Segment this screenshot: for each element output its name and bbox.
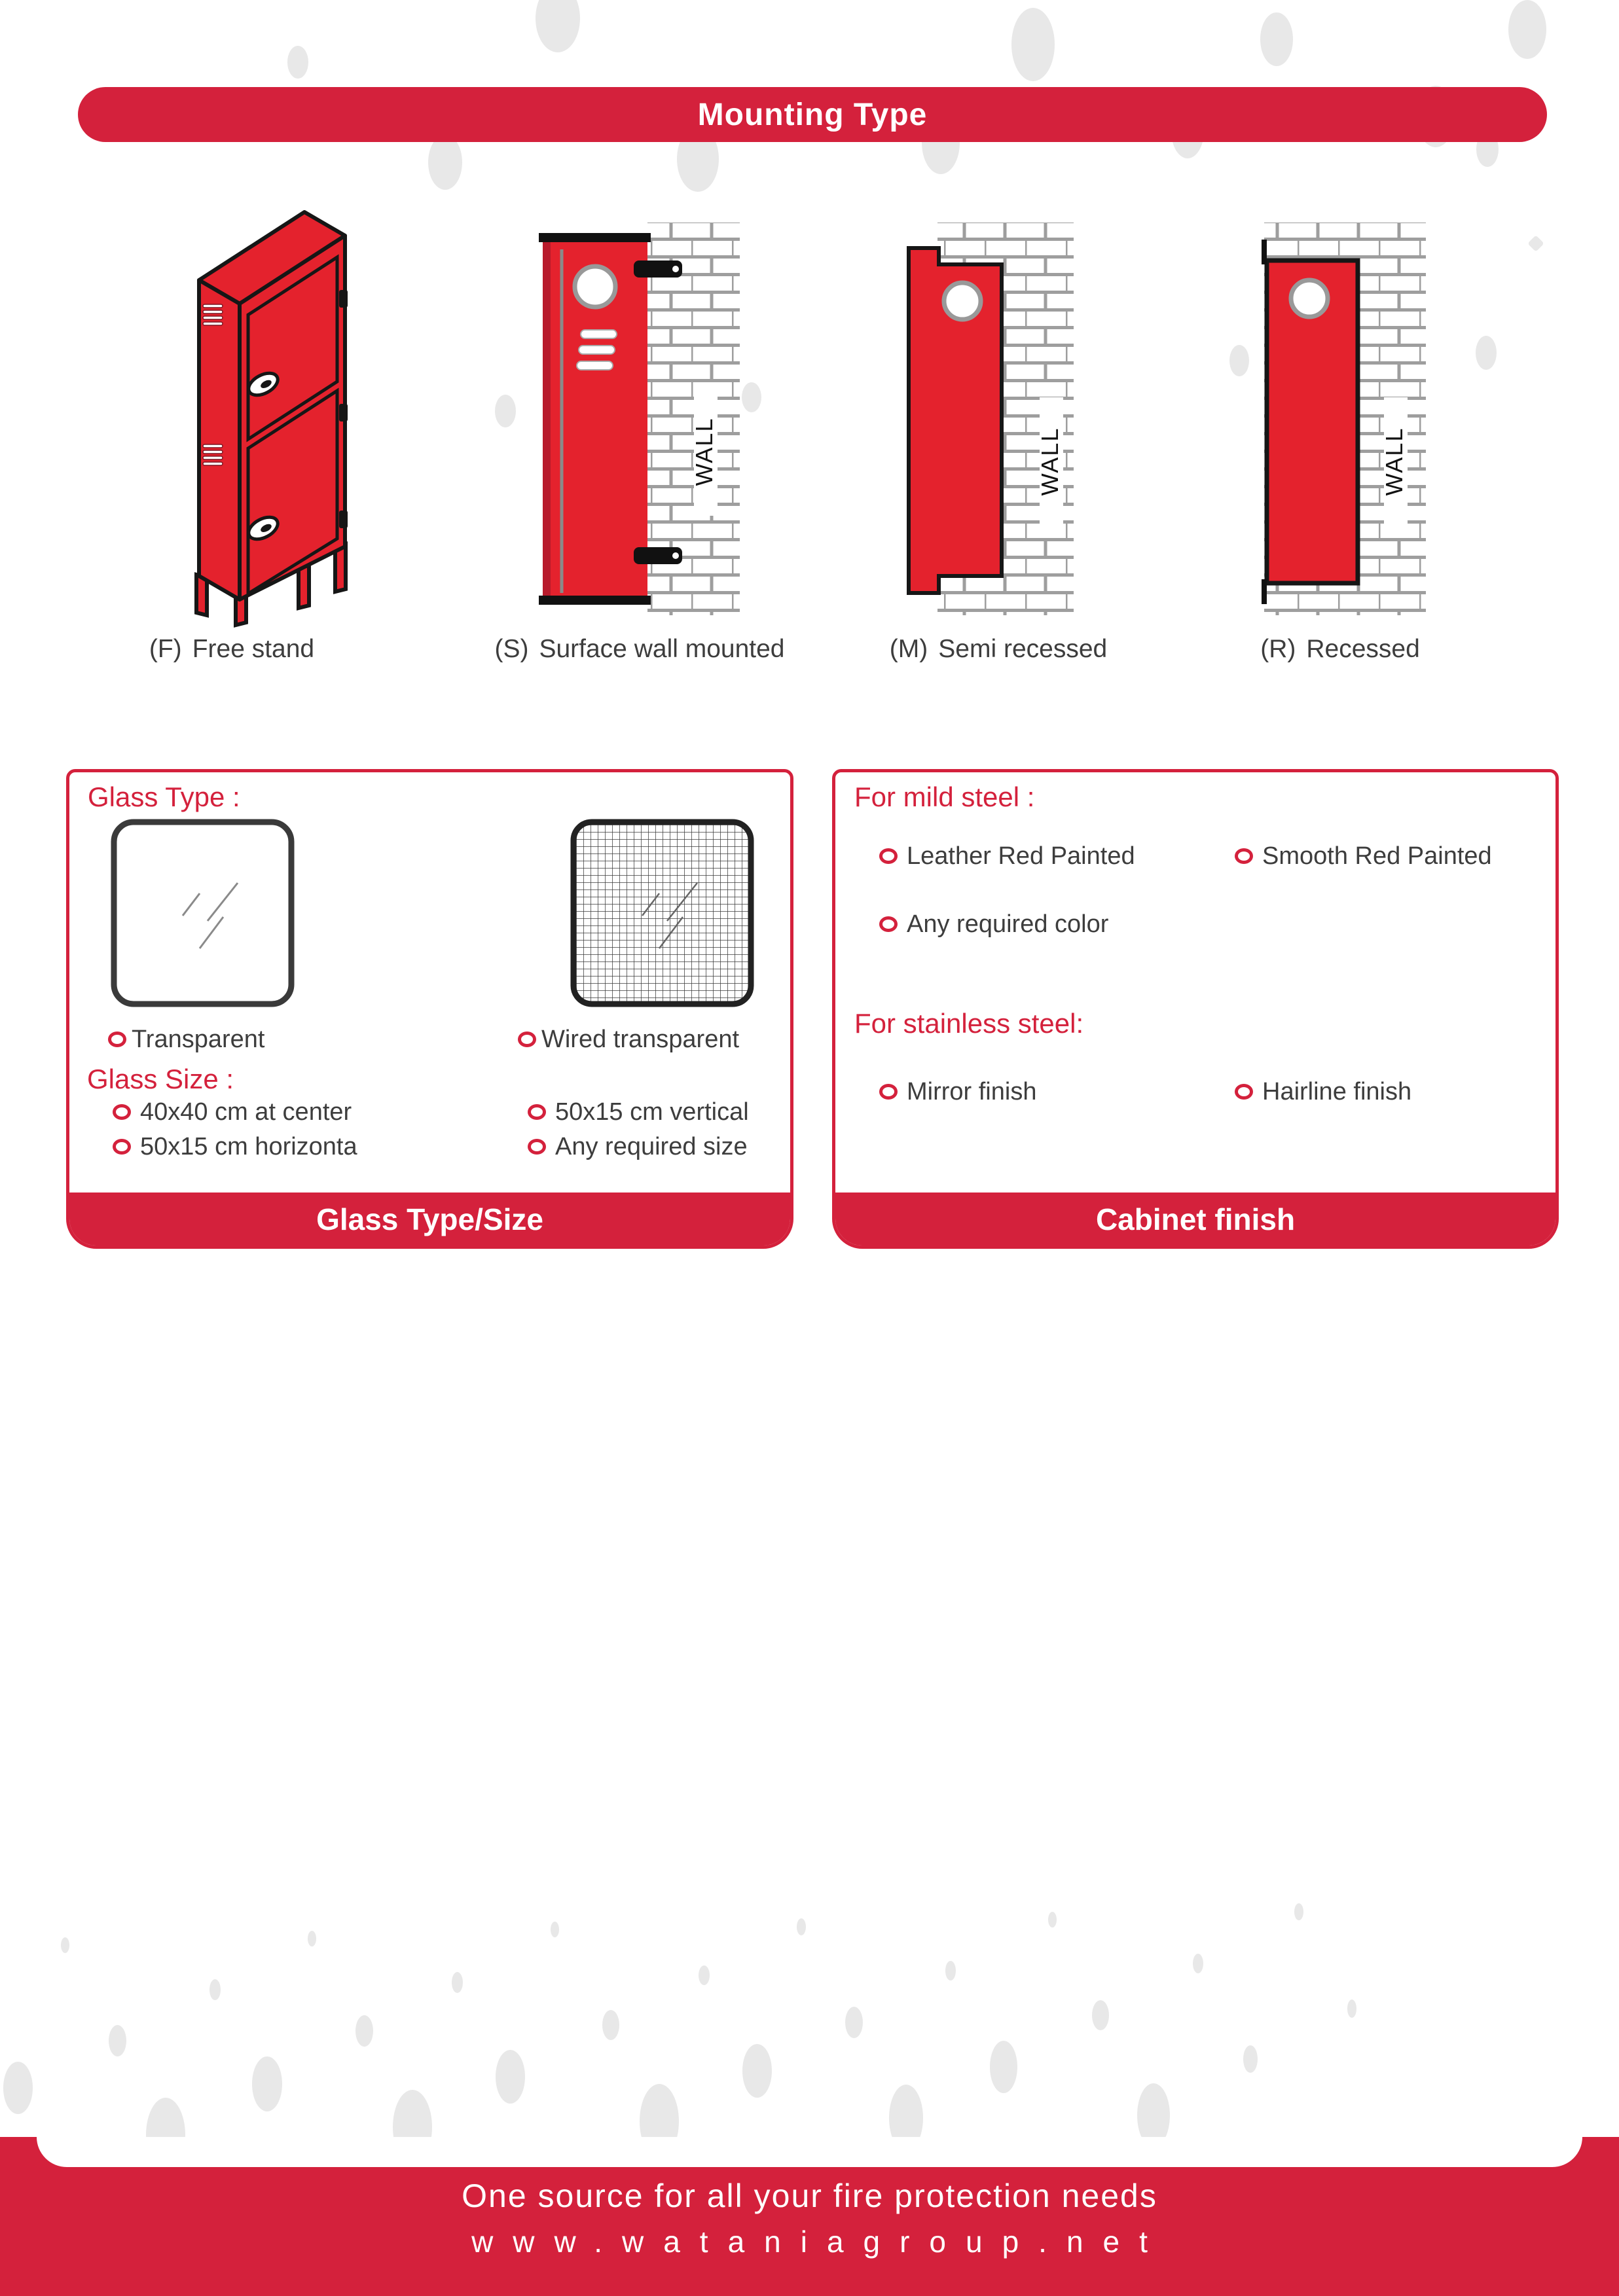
stainless-steel-heading: For stainless steel: bbox=[854, 1008, 1084, 1039]
semi-recessed-illustration bbox=[903, 220, 1080, 618]
recessed-illustration bbox=[1257, 220, 1434, 618]
finish-box-footer-bar bbox=[835, 1193, 1555, 1246]
decor-dot bbox=[1347, 2000, 1356, 2018]
wall-label: WALL bbox=[691, 417, 718, 486]
option-ring-icon bbox=[108, 1031, 126, 1047]
decor-dot bbox=[287, 46, 308, 79]
caption-code: (M) bbox=[889, 635, 928, 663]
glass-box-footer-label: Glass Type/Size bbox=[316, 1202, 543, 1236]
decor-dot bbox=[1260, 12, 1293, 66]
option-label: 40x40 cm at center bbox=[140, 1098, 352, 1126]
banner-title: Mounting Type bbox=[697, 97, 928, 132]
caption-code: (S) bbox=[494, 635, 529, 663]
caption-recessed bbox=[1209, 634, 1471, 665]
decor-dot bbox=[495, 395, 516, 427]
decor-dot bbox=[1193, 1954, 1203, 1973]
glass-type-option bbox=[108, 1024, 264, 1054]
wired-glass-figure bbox=[569, 817, 755, 1009]
wall-label: WALL bbox=[1036, 427, 1063, 496]
option-ring-icon bbox=[528, 1104, 546, 1120]
option-label: Mirror finish bbox=[907, 1077, 1037, 1105]
option-ring-icon bbox=[528, 1139, 546, 1155]
caption-semi-recessed bbox=[867, 634, 1129, 665]
decor-dot bbox=[1092, 2000, 1109, 2030]
finish-option bbox=[879, 841, 1135, 871]
footer-curve bbox=[37, 2137, 1582, 2167]
decor-dot bbox=[845, 2007, 863, 2038]
mounting-type-banner bbox=[78, 87, 1547, 142]
decor-dot bbox=[602, 2010, 619, 2040]
decor-dot bbox=[742, 2044, 772, 2098]
finish-option bbox=[1235, 1077, 1411, 1107]
decor-dot bbox=[1476, 336, 1497, 370]
lock-icon bbox=[1291, 280, 1328, 317]
caption-surface-mounted bbox=[476, 634, 803, 665]
decor-dot bbox=[428, 135, 462, 190]
glass-type-heading: Glass Type : bbox=[88, 781, 240, 812]
option-label: 50x15 cm horizonta bbox=[140, 1132, 357, 1160]
finish-option bbox=[1235, 841, 1492, 871]
decor-dot bbox=[209, 1979, 221, 2000]
caption-label: Semi recessed bbox=[938, 635, 1108, 663]
decor-dot bbox=[452, 1972, 463, 1993]
footer-tagline: One source for all your fire protection needs bbox=[462, 2178, 1157, 2214]
glass-type-option bbox=[518, 1024, 739, 1054]
option-label: Smooth Red Painted bbox=[1262, 842, 1492, 870]
decor-dot bbox=[699, 1965, 710, 1985]
glass-size-option bbox=[113, 1132, 357, 1162]
cabinet-bottom-cap bbox=[539, 596, 651, 605]
glass-size-option bbox=[528, 1132, 748, 1162]
decor-dot bbox=[355, 2015, 373, 2047]
option-ring-icon bbox=[879, 916, 898, 932]
option-ring-icon bbox=[1235, 1084, 1253, 1100]
glass-size-heading: Glass Size : bbox=[87, 1064, 234, 1094]
glass-size-option bbox=[528, 1097, 749, 1127]
decor-dot bbox=[496, 2050, 525, 2104]
finish-option bbox=[879, 1077, 1036, 1107]
decor-dot bbox=[61, 1937, 69, 1953]
finish-option bbox=[879, 909, 1108, 939]
option-label: Hairline finish bbox=[1262, 1077, 1412, 1105]
transparent-glass-figure bbox=[109, 817, 296, 1009]
caption-free-stand bbox=[114, 634, 350, 665]
wall-label: WALL bbox=[1381, 427, 1408, 496]
cabinet-finish-box bbox=[832, 769, 1559, 1249]
mild-steel-heading: For mild steel : bbox=[854, 781, 1035, 812]
decor-dot bbox=[308, 1931, 316, 1946]
glass-size-option bbox=[113, 1097, 352, 1127]
option-label: Leather Red Painted bbox=[907, 842, 1135, 870]
option-ring-icon bbox=[113, 1104, 131, 1120]
decor-dot bbox=[1243, 2045, 1258, 2073]
decor-dot bbox=[1527, 235, 1544, 251]
decor-dot bbox=[990, 2041, 1017, 2093]
decor-dot bbox=[1048, 1912, 1057, 1928]
decor-dot bbox=[1508, 0, 1546, 59]
caption-code: (F) bbox=[149, 635, 182, 663]
caption-label: Recessed bbox=[1306, 635, 1420, 663]
option-label: 50x15 cm vertical bbox=[555, 1098, 749, 1126]
option-ring-icon bbox=[879, 1084, 898, 1100]
lock-icon bbox=[575, 266, 615, 307]
caption-label: Surface wall mounted bbox=[539, 635, 785, 663]
option-ring-icon bbox=[1235, 848, 1253, 864]
decor-dot bbox=[3, 2062, 33, 2114]
option-label: Wired transparent bbox=[541, 1025, 740, 1053]
footer-website: www.wataniagroup.net bbox=[471, 2225, 1167, 2259]
decor-dot bbox=[1294, 1903, 1303, 1920]
vent-grille bbox=[577, 330, 617, 370]
option-label: Any required size bbox=[555, 1132, 748, 1160]
decor-dot bbox=[945, 1961, 956, 1981]
option-label: Transparent bbox=[132, 1025, 265, 1053]
caption-label: Free stand bbox=[192, 635, 315, 663]
glass-type-size-box bbox=[66, 769, 793, 1249]
option-ring-icon bbox=[879, 848, 898, 864]
option-ring-icon bbox=[113, 1139, 131, 1155]
decor-dot bbox=[252, 2056, 282, 2111]
decor-dot bbox=[551, 1922, 559, 1937]
decor-dot bbox=[1229, 345, 1249, 376]
cabinet-top-cap bbox=[539, 233, 651, 242]
decor-dot bbox=[1011, 8, 1055, 81]
free-stand-illustration bbox=[170, 193, 380, 638]
decor-dot bbox=[109, 2025, 126, 2056]
cabinet-side-face bbox=[199, 280, 240, 600]
glass-box-footer-bar bbox=[69, 1193, 790, 1246]
caption-code: (R) bbox=[1260, 635, 1296, 663]
option-ring-icon bbox=[518, 1031, 536, 1047]
lock-icon bbox=[944, 283, 981, 319]
decor-dot bbox=[797, 1918, 806, 1935]
decor-dot bbox=[536, 0, 580, 52]
option-label: Any required color bbox=[907, 910, 1109, 938]
surface-mounted-illustration bbox=[529, 220, 745, 618]
finish-box-footer-label: Cabinet finish bbox=[1095, 1202, 1296, 1236]
